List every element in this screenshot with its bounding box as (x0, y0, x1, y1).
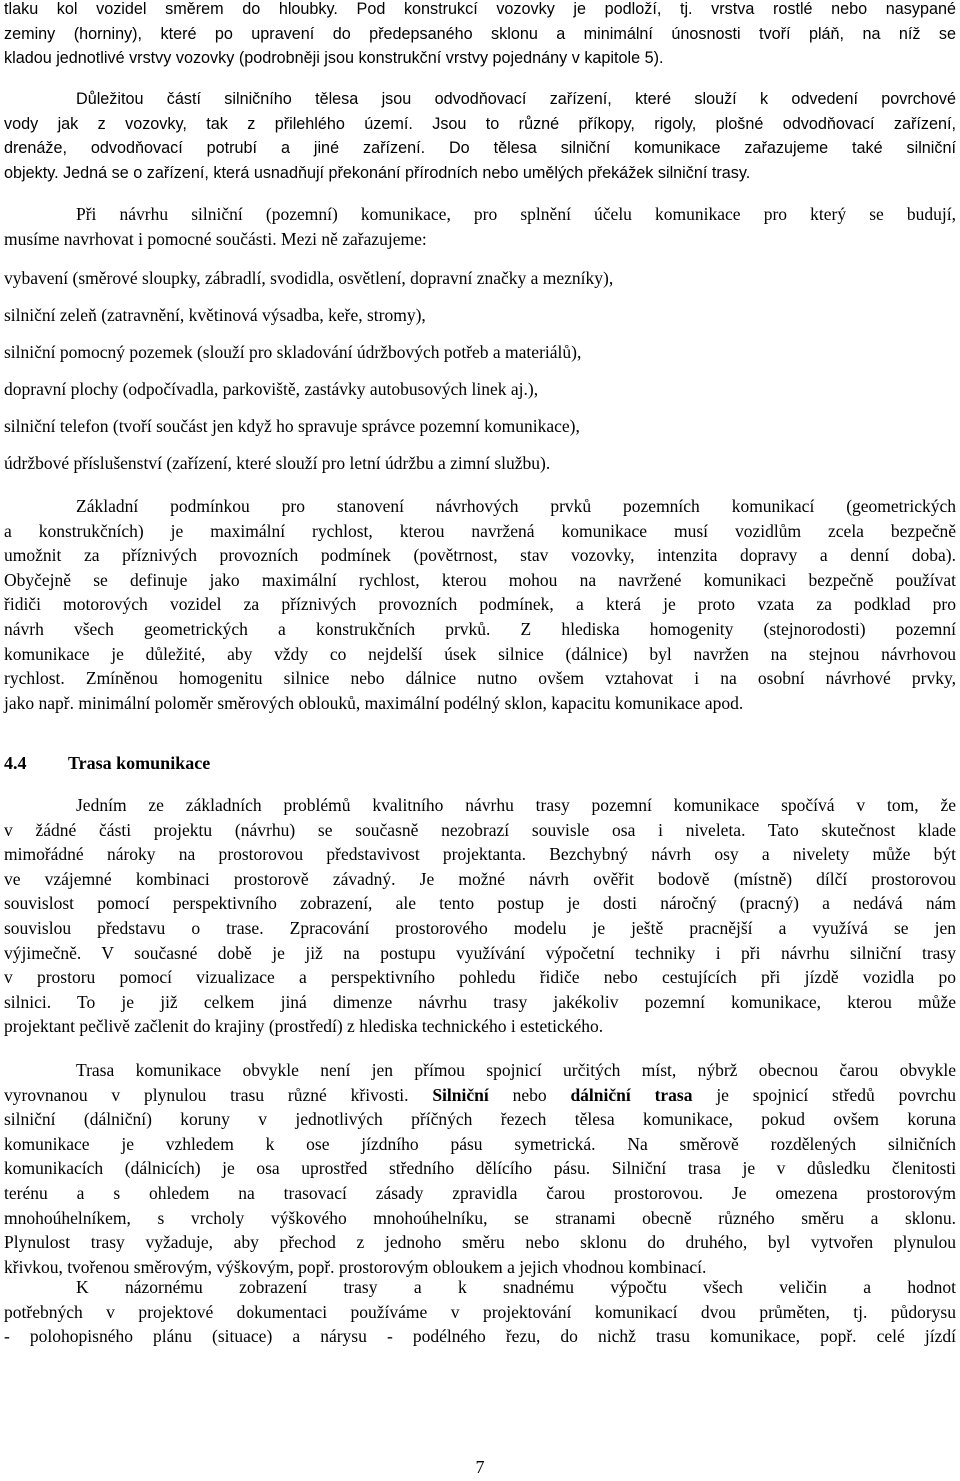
route-definition-paragraph (4, 1058, 956, 1279)
text-line: křivkou, tvořenou směrovým, výškovým, popř. prostorovým obloukem a jejich vhodnou kombinací. (4, 1256, 707, 1277)
text-line: jako např. minimální poloměr směrových oblouků, maximální podélný sklon, kapacitu komunikace apod. (4, 692, 744, 713)
text-line: drenáže, odvodňovací potrubí a jiné zařízení. Do tělesa silniční komunikace zařazujeme také silniční (4, 139, 956, 158)
list-item: silniční pomocný pozemek (slouží pro skladování údržbových potřeb a materiálů), (4, 342, 582, 362)
term-dalnicni-trasa: dálniční trasa (570, 1084, 693, 1105)
text-line: souvislou představu o trase. Zpracování prostorového modelu je ještě pracnější a využívá se jen (4, 917, 956, 938)
auxiliary-paragraph (4, 202, 956, 251)
text-line: komunikacích (dálnicích) je osa uprostřed středního dělícího pásu. Silniční trasa je v důsledku členitosti (4, 1158, 956, 1179)
text-line: tlaku kol vozidel směrem do hloubky. Pod konstrukcí vozovky je podloží, tj. vrstva rostlé nebo nasypané (4, 0, 956, 18)
section-title: Trasa komunikace (68, 753, 211, 773)
text-span: je spojnicí středů povrchu (692, 1084, 956, 1105)
text-line: Důležitou částí silničního tělesa jsou odvodňovací zařízení, které slouží k odvedení povrchové (76, 90, 956, 108)
text-line: Trasa komunikace obvykle není jen přímou spojnicí určitých míst, nýbrž obecnou čarou obvykle (76, 1060, 956, 1080)
text-line: Jedním ze základních problémů kvalitního návrhu trasy pozemní komunikace spočívá v tom, že (76, 795, 956, 815)
design-speed-paragraph (4, 494, 956, 715)
page-number: 7 (475, 1457, 485, 1477)
text-line: Základní podmínkou pro stanovení návrhových prvků pozemních komunikací (geometrických (76, 496, 956, 516)
text-line: - polohopisného plánu (situace) a nárysu - podélného řezu, do nichž trasu komunikace, popř. celé jízdí (4, 1326, 956, 1347)
text-line: mnohoúhelníkem, s vrcholy výškového mnohoúhelníku, se stranami obecně různého směru a sklonu. (4, 1207, 956, 1228)
text-line: vody jak z vozovky, tak z přilehlého území. Jsou to různé příkopy, rigoly, plošné odvodňovací zařízení, (4, 114, 956, 133)
text-line: musíme navrhovat i pomocné součásti. Mezi ně zařazujeme: (4, 228, 427, 249)
intro-paragraph (4, 0, 956, 71)
text-line: v prostoru pomocí vizualizace a perspektivního pohledu řidiče nebo cestujících při jízdě vozidla po (4, 967, 956, 988)
text-line: zeminy (horniny), které po upravení do předepsaného sklonu a minimální únosnosti tvoří pláň, na níž se (4, 24, 956, 43)
text-line (4, 1083, 956, 1108)
text-line: potřebných v projektové dokumentaci používáme v projektování komunikací dvou průměten, tj. půdorysu (4, 1301, 956, 1322)
text-line: návrh všech geometrických a konstrukčních prvků. Z hlediska homogenity (stejnorodosti) pozemní (4, 618, 956, 639)
term-silnicni: Silniční (432, 1084, 489, 1105)
drainage-paragraph (4, 87, 956, 185)
list-item: silniční zeleň (zatravnění, květinová výsadba, keře, stromy), (4, 305, 426, 325)
text-line: komunikace je důležité, aby vždy co nejdelší úsek silnice (dálnice) byl navržen na stejnou návrhovou (4, 643, 956, 664)
text-line: souvislost pomocí perspektivního zobrazení, ale tento postup je dosti náročný (pracný) a nedává nám (4, 893, 956, 914)
list-item: údržbové příslušenství (zařízení, které slouží pro letní údržbu a zimní službu). (4, 453, 551, 473)
list-item: dopravní plochy (odpočívadla, parkoviště, zastávky autobusových linek aj.), (4, 379, 539, 399)
text-line: kladou jednotlivé vrstvy vozovky (podrobněji jsou konstrukční vrstvy pojednány v kapitole 5). (4, 49, 664, 68)
text-span: nebo (488, 1084, 571, 1105)
text-line: ve vzájemné kombinaci prostorově závadný. Je možné návrh ověřit bodově (místně) dílčí prostorovou (4, 868, 956, 889)
text-span: vyrovnanou v plynulou trasu různé křivosti. (4, 1084, 433, 1105)
text-line: výjimečně. V současné době je již na postupu využívání výpočetní techniky i při návrhu silniční trasy (4, 942, 956, 963)
text-line: silniční (dálniční) koruny v jednotlivých příčných řezech tělesa komunikace, pokud ovšem koruna (4, 1109, 956, 1130)
text-line: komunikace je vzhledem k ose jízdního pásu symetrická. Na směrově rozdělených silničních (4, 1133, 956, 1154)
text-line: projektant pečlivě začlenit do krajiny (prostředí) z hlediska technického i estetického. (4, 1016, 604, 1037)
text-line: rychlost. Zmíněnou homogenitu silnice nebo dálnice nutno ovšem vztahovat i na osobní návrhové prvky, (4, 668, 956, 689)
list-item: silniční telefon (tvoří součást jen když ho spravuje správce pozemní komunikace), (4, 416, 580, 436)
text-line: K názornému zobrazení trasy a k snadnému výpočtu všech veličin a hodnot (76, 1277, 956, 1297)
text-line: řidiči motorových vozidel za příznivých provozních podmínek, a která je proto vzata za podklad pro (4, 594, 956, 615)
text-line: v žádné části projektu (návrhu) se současně nezobrazí souvisle osa i niveleta. Tato skutečnost klade (4, 819, 956, 840)
section-heading (4, 751, 210, 775)
text-line: terénu a s ohledem na trasovací zásady zpravidla čarou prostorovou. Je omezena prostorovým (4, 1182, 956, 1203)
list-item: vybavení (směrové sloupky, zábradlí, svodidla, osvětlení, dopravní značky a mezníky), (4, 268, 614, 288)
text-line: umožnit za příznivých provozních podmínek (povětrnost, stav vozovky, intenzita dopravy a denní doba). (4, 545, 956, 566)
text-line: Obyčejně se definuje jako maximální rychlost, kterou mohou na navržené komunikaci bezpečně používat (4, 569, 956, 590)
text-line: Při návrhu silniční (pozemní) komunikace, pro splnění účelu komunikace pro který se budují, (76, 204, 956, 224)
text-line: Plynulost trasy vyžaduje, aby přechod z jednoho směru nebo sklonu do druhého, byl vytvořen plynulou (4, 1232, 956, 1253)
text-line: silnici. To je již celkem jiná dimenze návrhu trasy jakékoliv pozemní komunikace, kterou může (4, 991, 956, 1012)
section-number: 4.4 (4, 753, 27, 773)
text-line: objekty. Jedná se o zařízení, která usnadňují překonání přírodních nebo umělých překážek silniční trasy. (4, 163, 751, 182)
text-line: a konstrukčních) je maximální rychlost, kterou navržená komunikace musí vozidlům zcela bezpečně (4, 520, 956, 541)
projection-paragraph (4, 1275, 956, 1349)
text-line: mimořádné nároky na prostorovou představivost projektanta. Bezchybný návrh osy a nivelety může být (4, 844, 956, 865)
route-design-paragraph (4, 793, 956, 1039)
